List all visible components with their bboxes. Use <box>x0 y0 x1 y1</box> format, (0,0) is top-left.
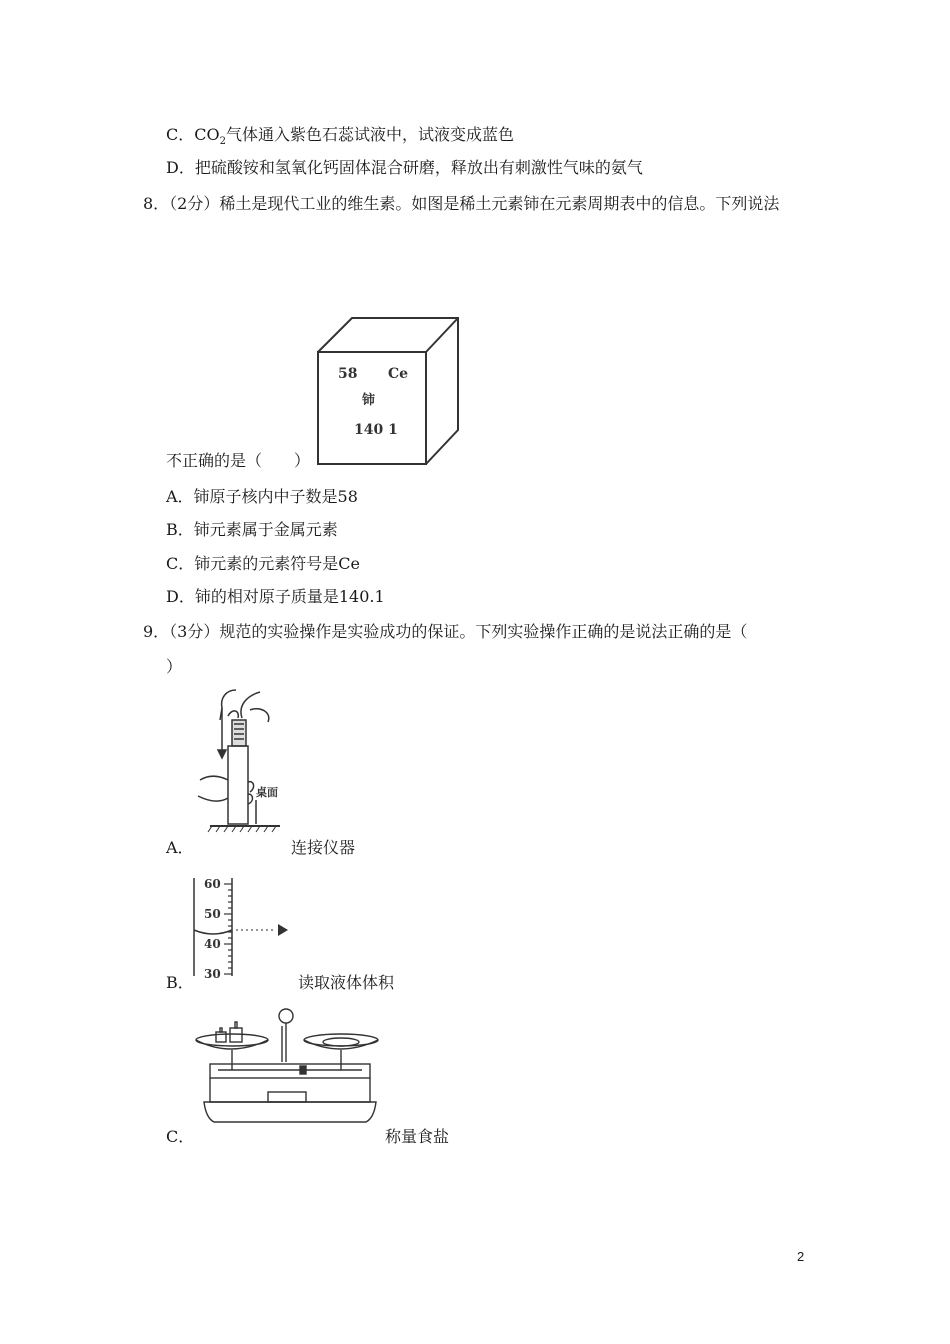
q9-option-c-caption: 称量食盐 <box>385 1127 450 1146</box>
element-symbol: Ce <box>388 366 409 382</box>
q8-stem: 8．（2分）稀土是现代工业的维生素。如图是稀土元素铈在元素周期表中的信息。下列说法 <box>143 194 780 213</box>
q7-option-c: C．$CO_2$气体通入紫色石蕊试液中，试液变成蓝色 <box>166 125 514 148</box>
q8-stem-end: 不正确的是（ ） <box>166 451 311 470</box>
q9-stem-end: ） <box>166 657 183 676</box>
tick-label-30: 30 <box>204 967 221 981</box>
eye-icon <box>278 924 288 936</box>
element-card-figure <box>312 312 464 468</box>
q7-option-d: D．把硫酸铵和氢氧化钙固体混合研磨，释放出有刺激性气味的氨气 <box>166 158 643 177</box>
q9-option-a-letter: A． <box>166 838 194 857</box>
graduated-cylinder-figure <box>190 872 300 982</box>
q9-option-b-letter: B． <box>166 973 194 992</box>
tick-label-60: 60 <box>204 877 221 891</box>
q8-option-b: B．铈元素属于金属元素 <box>166 520 338 539</box>
balance-scale-figure <box>190 1006 390 1130</box>
q9-option-a-caption: 连接仪器 <box>291 838 356 857</box>
q9-option-b-caption: 读取液体体积 <box>298 973 395 992</box>
q8-option-c: C．铈元素的元素符号是Ce <box>166 554 360 573</box>
q8-option-a: A．铈原子核内中子数是58 <box>166 487 358 506</box>
q9-option-c-letter: C． <box>166 1127 195 1146</box>
desk-label: 桌面 <box>256 786 278 799</box>
element-name: 铈 <box>362 393 376 408</box>
q8-option-d: D．铈的相对原子质量是140.1 <box>166 587 385 606</box>
element-mass: 140 1 <box>354 422 398 438</box>
page-number: 2 <box>797 1249 805 1264</box>
tick-label-50: 50 <box>204 907 221 921</box>
q9-stem: 9．（3分）规范的实验操作是实验成功的保证。下列实验操作正确的是说法正确的是（ <box>143 622 748 641</box>
connect-apparatus-figure <box>190 688 290 838</box>
element-atomic-number: 58 <box>338 366 358 382</box>
tick-label-40: 40 <box>204 937 221 951</box>
